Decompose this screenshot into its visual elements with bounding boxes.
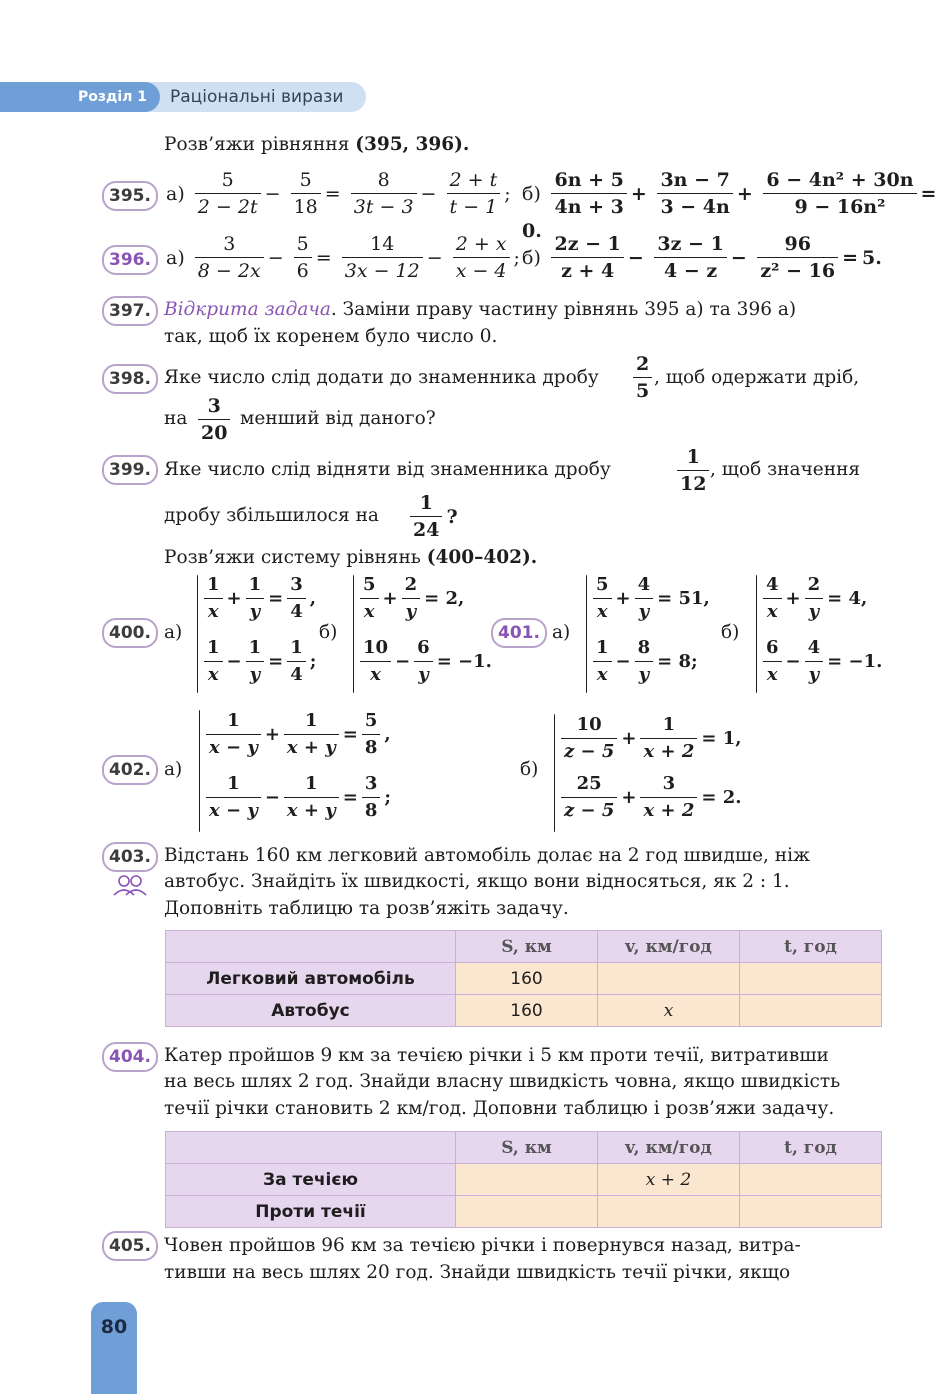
system-brace-400a [197, 575, 198, 693]
problem-number-400: 400. [102, 618, 158, 648]
problem-398-line2a: на [164, 408, 188, 429]
section-label: Розділ 1 [78, 89, 147, 105]
table-row-header: За течією [166, 1164, 456, 1196]
label-400a: а) [164, 622, 183, 643]
system-401a-eq2: $\frac{1}{x}$ − $\frac{8}{y}$ = 8; [591, 636, 700, 687]
table-header-cell [166, 931, 456, 963]
problem-number-395: 395. [102, 181, 158, 211]
system-402b-eq1: $\frac{10}{z - 5}$ + $\frac{1}{x + 2}$ = 1, [559, 713, 743, 764]
problem-399-line1a: Яке число слід відняти від знаменника дробу [164, 459, 611, 480]
problem-399-line1b: , щоб значення [710, 459, 861, 480]
table-header-cell: t, год [740, 931, 882, 963]
table-cell [740, 963, 882, 995]
problem-number-403: 403. [102, 842, 158, 872]
problem-398-line1b: , щоб одержати дріб, [654, 367, 860, 388]
table-row [166, 1196, 882, 1228]
fraction-399-given: $\frac{1}{12}$ [675, 445, 711, 496]
table-row-header: Автобус [166, 995, 456, 1027]
problem-404-line3: течії річки становить 2 км/год. Доповни таблицю і розв’яжи задачу. [164, 1098, 835, 1119]
table-row-header: Проти течії [166, 1196, 456, 1228]
instruction-equations: Розв’яжи рівняння (395, 396). [164, 134, 470, 155]
problem-number-398: 398. [102, 364, 158, 394]
table-row-header: Легковий автомобіль [166, 963, 456, 995]
table-row [166, 995, 882, 1027]
problem-number-397: 397. [102, 296, 158, 326]
equation-395a: а) $\frac{5}{2 - 2t}$ − $\frac{5}{18}$ = $\frac{8}{3t - 3}$ − $\frac{2 + t}{t - 1}$ ; [166, 169, 511, 218]
system-brace-400b [353, 575, 354, 693]
table-404 [165, 1131, 882, 1228]
fraction-398-diff: $\frac{3}{20}$ [196, 394, 232, 445]
table-header-row [166, 931, 882, 963]
system-400b-eq2: $\frac{10}{x}$ − $\frac{6}{y}$ = −1. [358, 636, 494, 687]
label-401a: а) [552, 622, 571, 643]
problem-397-line1: Відкрита задача. Заміни праву частину рівнянь 395 а) та 396 а) [164, 299, 797, 320]
table-header-cell: S, км [456, 1132, 598, 1164]
system-400a-eq1: $\frac{1}{x}$ + $\frac{1}{y}$ = $\frac{3}{4}$ , [202, 573, 318, 624]
problem-403-line1: Відстань 160 км легковий автомобіль долає на 2 год швидше, ніж [164, 845, 811, 866]
table-cell [740, 1196, 882, 1228]
topic-label: Раціональні вирази [170, 87, 344, 107]
table-row [166, 963, 882, 995]
table-header-cell: t, год [740, 1132, 882, 1164]
system-brace-401a [586, 575, 587, 693]
system-402a-eq2: $\frac{1}{x - y}$ − $\frac{1}{x + y}$ = $\frac{3}{8}$ ; [204, 772, 393, 823]
system-401b-eq2: $\frac{6}{x}$ − $\frac{4}{y}$ = −1. [761, 636, 884, 687]
table-header-cell: v, км/год [598, 1132, 740, 1164]
table-cell [740, 995, 882, 1027]
problem-number-405: 405. [102, 1231, 158, 1261]
table-cell [740, 1164, 882, 1196]
system-401b-eq1: $\frac{4}{x}$ + $\frac{2}{y}$ = 4, [761, 573, 869, 624]
table-cell: x [598, 995, 740, 1027]
problem-number-404: 404. [102, 1042, 158, 1072]
instruction-systems: Розв’яжи систему рівнянь (400–402). [164, 547, 538, 568]
table-cell: 160 [456, 995, 598, 1027]
table-403 [165, 930, 882, 1027]
problem-number-396: 396. [102, 245, 158, 275]
table-cell [456, 1164, 598, 1196]
system-400a-eq2: $\frac{1}{x}$ − $\frac{1}{y}$ = $\frac{1}{4}$ ; [202, 636, 318, 687]
page-number: 80 [100, 1316, 128, 1338]
problem-398-line2b: менший від даного? [240, 408, 436, 429]
problem-number-402: 402. [102, 755, 158, 785]
problem-403-line3: Доповніть таблицю та розв’яжіть задачу. [164, 898, 569, 919]
problem-404-line1: Катер пройшов 9 км за течією річки і 5 км проти течії, витративши [164, 1045, 829, 1066]
label-402a: а) [164, 759, 183, 780]
problem-403-line2: автобус. Знайдіть їх швидкості, якщо вони відносяться, як 2 : 1. [164, 871, 790, 892]
table-row [166, 1164, 882, 1196]
system-brace-401b [756, 575, 757, 693]
system-401a-eq1: $\frac{5}{x}$ + $\frac{4}{y}$ = 51, [591, 573, 712, 624]
problem-405-line1: Човен пройшов 96 км за течією річки і повернувся назад, витра- [164, 1235, 801, 1256]
equation-396b: б) $\frac{2z - 1}{z + 4}$ − $\frac{3z - 1}{4 - z}$ − $\frac{96}{\text{z² − 16}}$ = 5. [522, 233, 882, 282]
table-cell [456, 1196, 598, 1228]
table-cell: 160 [456, 963, 598, 995]
system-400b-eq1: $\frac{5}{x}$ + $\frac{2}{y}$ = 2, [358, 573, 466, 624]
problem-number-401: 401. [491, 618, 547, 648]
pair-work-icon [112, 874, 148, 896]
problem-number-399: 399. [102, 455, 158, 485]
table-cell: x + 2 [598, 1164, 740, 1196]
system-402b-eq2: $\frac{25}{z - 5}$ + $\frac{3}{x + 2}$ = 2. [559, 772, 743, 823]
equation-396a: а) $\frac{3}{8 - 2x}$ − $\frac{5}{6}$ = $\frac{14}{3x - 12}$ − $\frac{2 + x}{x - 4}$ ; [166, 233, 520, 282]
problem-397-line2: так, щоб їх коренем було число 0. [164, 326, 498, 347]
problem-398-line1a: Яке число слід додати до знаменника дробу [164, 367, 599, 388]
fraction-399-inc: $\frac{1}{24}$ ? [408, 491, 460, 542]
table-header-cell: v, км/год [598, 931, 740, 963]
fraction-398-given: $\frac{2}{5}$ [631, 352, 654, 403]
system-brace-402b [554, 714, 555, 832]
table-header-cell [166, 1132, 456, 1164]
system-brace-402a [199, 710, 200, 832]
table-cell [598, 963, 740, 995]
table-header-cell: S, км [456, 931, 598, 963]
label-400b: б) [319, 622, 338, 643]
label-401b: б) [721, 622, 740, 643]
system-402a-eq1: $\frac{1}{x - y}$ + $\frac{1}{x + y}$ = $\frac{5}{8}$ , [204, 709, 393, 760]
table-cell [598, 1196, 740, 1228]
table-header-row [166, 1132, 882, 1164]
problem-404-line2: на весь шлях 2 год. Знайди власну швидкість човна, якщо швидкість [164, 1071, 841, 1092]
label-402b: б) [520, 759, 539, 780]
equation-395b: б) $\frac{6n + 5}{4n + 3}$ + $\frac{3n - 7}{3 - 4n}$ + $\frac{\text{6 − 4n² + 30n}}{\text{9 − 16n²}}$ =0. [522, 169, 937, 242]
problem-399-line2a: дробу збільшилося на [164, 505, 379, 526]
problem-405-line2: тивши на весь шлях 20 год. Знайди швидкість течії річки, якщо [164, 1262, 791, 1283]
